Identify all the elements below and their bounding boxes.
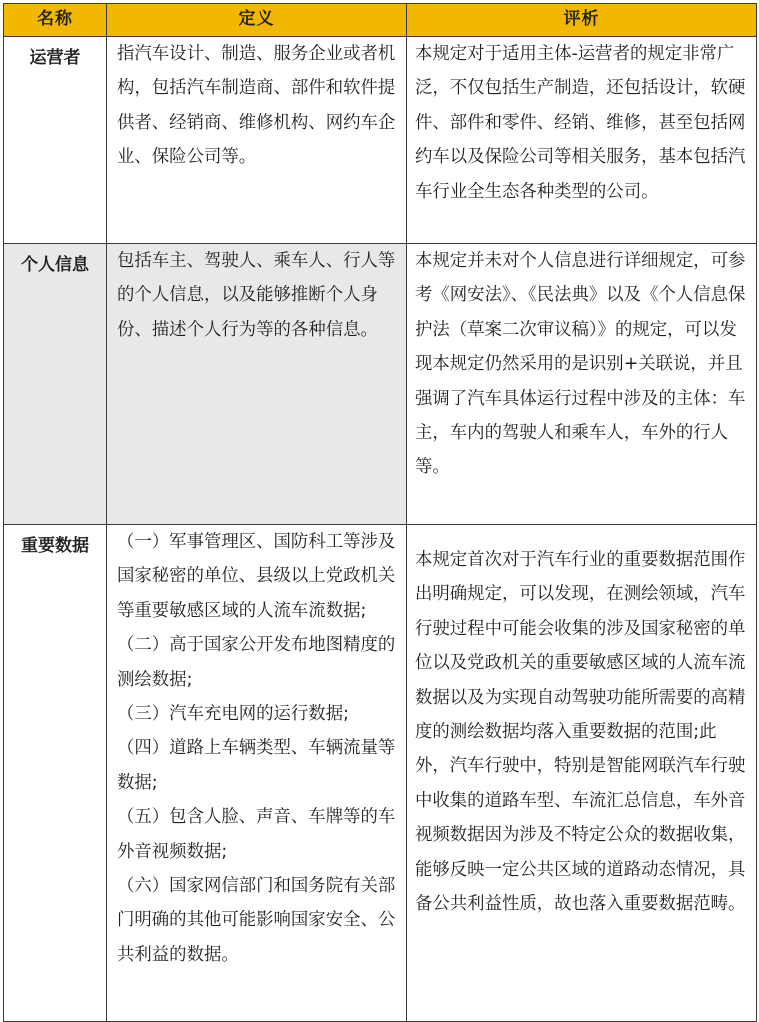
table-row: [4, 37, 757, 244]
definitions-table: [3, 3, 757, 1022]
term-commentary: 本规定并未对个人信息进行详细规定，可参考《网安法》、《民法典》以及《个人信息保护法（草案二次审议稿）》的规定，可以发现本规定仍然采用的是识别+关联说，并且强调了汽车具体运行过程中涉及的主体：车主，车内的驾驶人和乘车人，车外的行人等。: [407, 244, 757, 525]
definition-item: （一）军事管理区、国防科工等涉及国家秘密的单位、县级以上党政机关等重要敏感区域的人流车流数据;: [117, 532, 396, 621]
table-header-row: [4, 4, 757, 37]
term-definition: 包括车主、驾驶人、乘车人、行人等的个人信息，以及能够推断个人身份、描述个人行为等的各种信息。: [107, 244, 407, 525]
term-name: 个人信息: [4, 244, 107, 525]
term-commentary: 本规定首次对于汽车行业的重要数据范围作出明确规定，可以发现，在测绘领域，汽车行驶过程中可能会收集的涉及国家秘密的单位以及党政机关的重要敏感区域的人流车流数据以及为实现自动驾驶功能所需要的高精度的测绘数据均落入重要数据的范围;此外，汽车行驶中，特别是智能网联汽车行驶中收集的道路车型、车流汇总信息，车外音视频数据因为涉及不特定公众的数据收集，能够反映一定公共区域的道路动态情况，具备公共利益性质，故也落入重要数据范畴。: [407, 525, 757, 1022]
table-row: [4, 244, 757, 525]
definition-item: （三）汽车充电网的运行数据;: [117, 704, 349, 725]
header-name: 名称: [4, 4, 107, 37]
definition-item: （六）国家网信部门和国务院有关部门明确的其他可能影响国家安全、公共利益的数据。: [117, 876, 396, 965]
definition-item: （二）高于国家公开发布地图精度的测绘数据;: [117, 635, 396, 690]
term-definition-list: [107, 525, 407, 1022]
term-definition: 指汽车设计、制造、服务企业或者机构，包括汽车制造商、部件和软件提供者、经销商、维修机构、网约车企业、保险公司等。: [107, 37, 407, 244]
term-name: 重要数据: [4, 525, 107, 1022]
header-commentary: 评析: [407, 4, 757, 37]
header-definition: 定义: [107, 4, 407, 37]
definition-item: （五）包含人脸、声音、车牌等的车外音视频数据;: [117, 807, 396, 862]
term-name: 运营者: [4, 37, 107, 244]
table-row: [4, 525, 757, 1022]
term-commentary: 本规定对于适用主体-运营者的规定非常广泛，不仅包括生产制造，还包括设计，软硬件、部件和零件、经销、维修，甚至包括网约车以及保险公司等相关服务，基本包括汽车行业全生态各种类型的公司。: [407, 37, 757, 244]
definition-item: （四）道路上车辆类型、车辆流量等数据;: [117, 738, 396, 793]
